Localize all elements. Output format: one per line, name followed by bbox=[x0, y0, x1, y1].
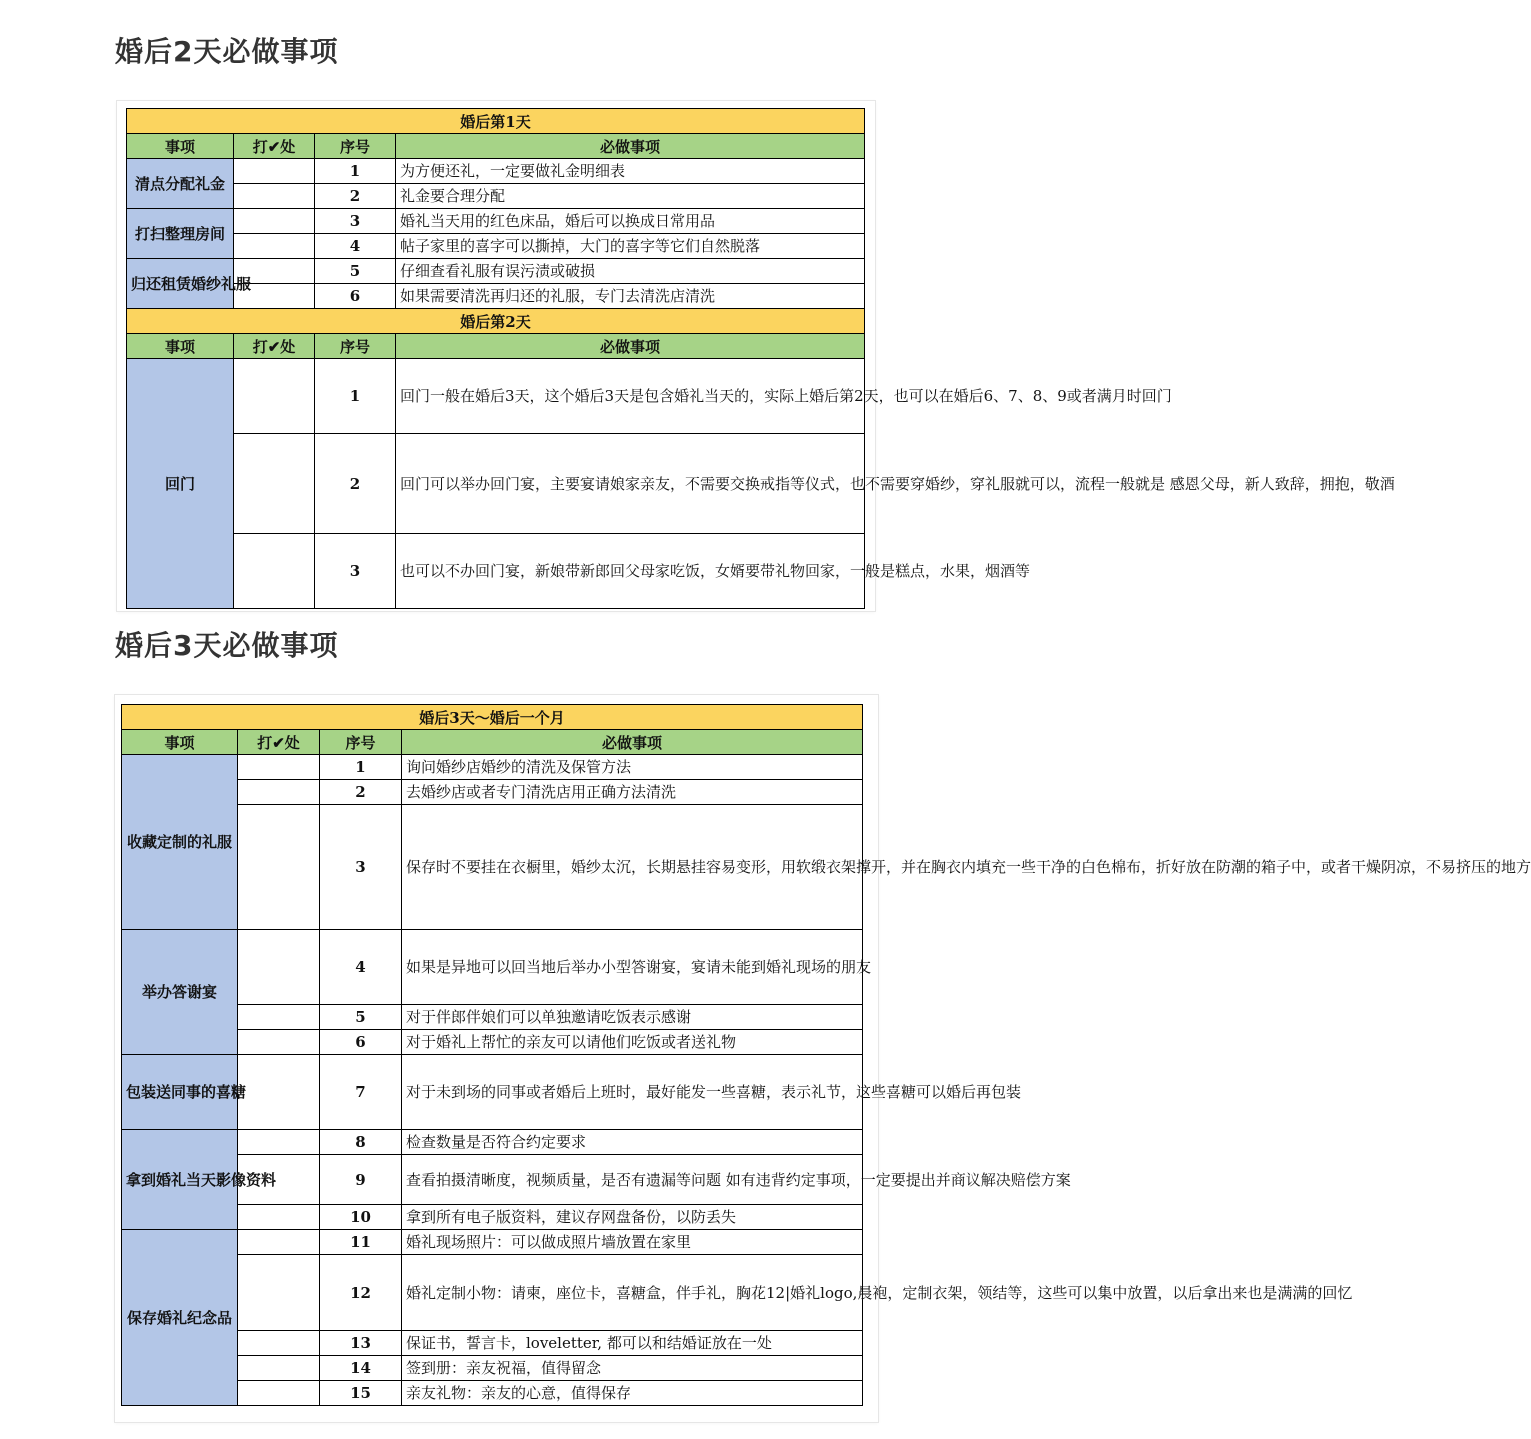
header-item: 事项 bbox=[127, 134, 234, 159]
check-cell[interactable] bbox=[238, 755, 320, 780]
row-number: 1 bbox=[315, 159, 396, 184]
check-cell[interactable] bbox=[238, 805, 320, 930]
check-cell[interactable] bbox=[238, 1005, 320, 1030]
task-text: 亲友礼物：亲友的心意，值得保存 bbox=[402, 1381, 863, 1406]
task-text: 去婚纱店或者专门清洗店用正确方法清洗 bbox=[402, 780, 863, 805]
table-2days bbox=[126, 108, 1395, 609]
check-cell[interactable] bbox=[238, 1356, 320, 1381]
header-no: 序号 bbox=[315, 134, 396, 159]
row-number: 15 bbox=[320, 1381, 402, 1406]
check-cell[interactable] bbox=[234, 184, 315, 209]
row-number: 10 bbox=[320, 1205, 402, 1230]
check-cell[interactable] bbox=[238, 1030, 320, 1055]
task-text: 回门可以举办回门宴，主要宴请娘家亲友，不需要交换戒指等仪式，也不需要穿婚纱，穿礼服就可以，流程一般就是 感恩父母，新人致辞，拥抱，敬酒 bbox=[396, 434, 865, 534]
table-3days bbox=[121, 704, 1531, 1406]
task-text: 对于伴郎伴娘们可以单独邀请吃饭表示感谢 bbox=[402, 1005, 863, 1030]
row-number: 1 bbox=[320, 755, 402, 780]
row-number: 5 bbox=[315, 259, 396, 284]
header-item: 事项 bbox=[127, 334, 234, 359]
task-text: 帖子家里的喜字可以撕掉，大门的喜字等它们自然脱落 bbox=[396, 234, 865, 259]
header-task: 必做事项 bbox=[402, 730, 863, 755]
check-cell[interactable] bbox=[238, 780, 320, 805]
check-cell[interactable] bbox=[238, 1130, 320, 1155]
task-text: 如果需要清洗再归还的礼服，专门去清洗店清洗 bbox=[396, 284, 865, 309]
row-number: 3 bbox=[320, 805, 402, 930]
check-cell[interactable] bbox=[234, 159, 315, 184]
task-text: 保证书，誓言卡，loveletter, 都可以和结婚证放在一处 bbox=[402, 1331, 863, 1356]
check-cell[interactable] bbox=[234, 234, 315, 259]
task-text: 婚礼当天用的红色床品，婚后可以换成日常用品 bbox=[396, 209, 865, 234]
row-number: 4 bbox=[315, 234, 396, 259]
header-no: 序号 bbox=[315, 334, 396, 359]
group-item-label: 打扫整理房间 bbox=[127, 209, 234, 259]
task-text: 礼金要合理分配 bbox=[396, 184, 865, 209]
row-number: 2 bbox=[315, 184, 396, 209]
row-number: 8 bbox=[320, 1130, 402, 1155]
row-number: 3 bbox=[315, 209, 396, 234]
check-cell[interactable] bbox=[238, 1230, 320, 1255]
group-item-label: 举办答谢宴 bbox=[122, 930, 238, 1055]
task-text: 也可以不办回门宴，新娘带新郎回父母家吃饭，女婿要带礼物回家，一般是糕点，水果，烟酒等 bbox=[396, 534, 865, 609]
task-text: 检查数量是否符合约定要求 bbox=[402, 1130, 863, 1155]
section-title-3days: 婚后3天必做事项 bbox=[115, 629, 339, 662]
task-text: 为方便还礼，一定要做礼金明细表 bbox=[396, 159, 865, 184]
row-number: 6 bbox=[320, 1030, 402, 1055]
task-text: 保存时不要挂在衣橱里，婚纱太沉，长期悬挂容易变形，用软缎衣架撑开，并在胸衣内填充一些干净的白色棉布，折好放在防潮的箱子中，或者干燥阴凉，不易挤压的地方 bbox=[402, 805, 863, 930]
task-text: 婚礼定制小物：请柬，座位卡，喜糖盒，伴手礼，胸花12|婚礼logo,晨袍，定制衣架，领结等，这些可以集中放置，以后拿出来也是满满的回忆 bbox=[402, 1255, 863, 1331]
row-number: 14 bbox=[320, 1356, 402, 1381]
row-number: 3 bbox=[315, 534, 396, 609]
banner-day1: 婚后第1天 bbox=[127, 109, 865, 134]
section-title-2days: 婚后2天必做事项 bbox=[115, 35, 339, 68]
row-number: 12 bbox=[320, 1255, 402, 1331]
check-cell[interactable] bbox=[238, 930, 320, 1005]
row-number: 2 bbox=[315, 434, 396, 534]
task-text: 询问婚纱店婚纱的清洗及保管方法 bbox=[402, 755, 863, 780]
header-check: 打✔处 bbox=[234, 334, 315, 359]
header-item: 事项 bbox=[122, 730, 238, 755]
check-cell[interactable] bbox=[238, 1055, 320, 1130]
group-item-label: 归还租赁婚纱礼服 bbox=[127, 259, 234, 309]
check-cell[interactable] bbox=[238, 1255, 320, 1331]
task-text: 婚礼现场照片：可以做成照片墙放置在家里 bbox=[402, 1230, 863, 1255]
task-text: 拿到所有电子版资料，建议存网盘备份，以防丢失 bbox=[402, 1205, 863, 1230]
banner-day2: 婚后第2天 bbox=[127, 309, 865, 334]
group-item-label: 清点分配礼金 bbox=[127, 159, 234, 209]
row-number: 7 bbox=[320, 1055, 402, 1130]
row-number: 1 bbox=[315, 359, 396, 434]
task-text: 回门一般在婚后3天，这个婚后3天是包含婚礼当天的，实际上婚后第2天，也可以在婚后6、7、8、9或者满月时回门 bbox=[396, 359, 865, 434]
group-item-label: 拿到婚礼当天影像资料 bbox=[122, 1130, 238, 1230]
header-task: 必做事项 bbox=[396, 334, 865, 359]
group-item-label: 收藏定制的礼服 bbox=[122, 755, 238, 930]
check-cell[interactable] bbox=[238, 1331, 320, 1356]
header-check: 打✔处 bbox=[238, 730, 320, 755]
table-frame-2days bbox=[117, 101, 1395, 611]
task-text: 签到册：亲友祝福，值得留念 bbox=[402, 1356, 863, 1381]
check-cell[interactable] bbox=[234, 534, 315, 609]
header-check: 打✔处 bbox=[234, 134, 315, 159]
check-cell[interactable] bbox=[234, 209, 315, 234]
row-number: 11 bbox=[320, 1230, 402, 1255]
task-text: 对于婚礼上帮忙的亲友可以请他们吃饭或者送礼物 bbox=[402, 1030, 863, 1055]
table-frame-3days bbox=[115, 695, 1531, 1422]
check-cell[interactable] bbox=[234, 359, 315, 434]
banner-month: 婚后3天～婚后一个月 bbox=[122, 705, 863, 730]
task-text: 对于未到场的同事或者婚后上班时，最好能发一些喜糖，表示礼节，这些喜糖可以婚后再包装 bbox=[402, 1055, 863, 1130]
task-text: 如果是异地可以回当地后举办小型答谢宴，宴请未能到婚礼现场的朋友 bbox=[402, 930, 863, 1005]
group-item-label: 包装送同事的喜糖 bbox=[122, 1055, 238, 1130]
group-item-label: 保存婚礼纪念品 bbox=[122, 1230, 238, 1406]
row-number: 5 bbox=[320, 1005, 402, 1030]
row-number: 13 bbox=[320, 1331, 402, 1356]
task-text: 仔细查看礼服有误污渍或破损 bbox=[396, 259, 865, 284]
row-number: 9 bbox=[320, 1155, 402, 1205]
check-cell[interactable] bbox=[238, 1381, 320, 1406]
check-cell[interactable] bbox=[238, 1205, 320, 1230]
check-cell[interactable] bbox=[234, 434, 315, 534]
task-text: 查看拍摄清晰度，视频质量，是否有遗漏等问题 如有违背约定事项，一定要提出并商议解决赔偿方案 bbox=[402, 1155, 863, 1205]
row-number: 6 bbox=[315, 284, 396, 309]
row-number: 4 bbox=[320, 930, 402, 1005]
group-item-label: 回门 bbox=[127, 359, 234, 609]
row-number: 2 bbox=[320, 780, 402, 805]
header-task: 必做事项 bbox=[396, 134, 865, 159]
header-no: 序号 bbox=[320, 730, 402, 755]
